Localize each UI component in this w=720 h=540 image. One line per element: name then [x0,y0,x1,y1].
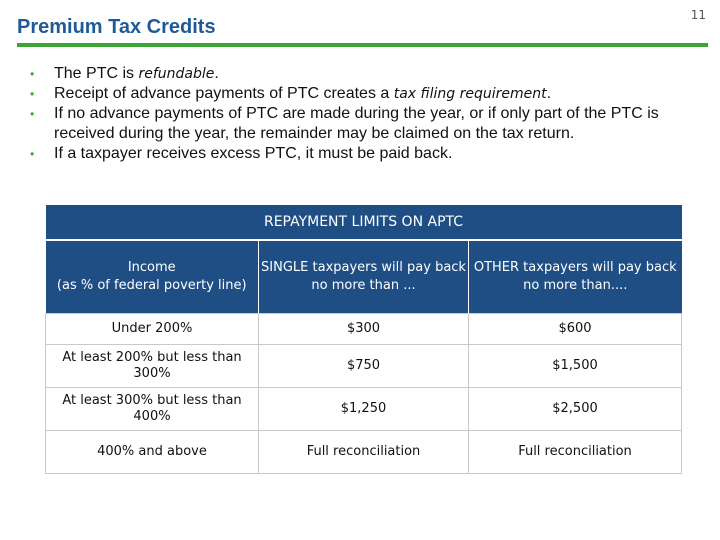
repayment-limits-table [45,205,682,474]
bullet-icon: • [30,67,35,81]
other-limit-cell: $600 [469,314,682,345]
column-header-other: OTHER taxpayers will pay back no more than.... [469,240,682,314]
single-limit-cell: $750 [259,345,469,388]
other-limit-cell: Full reconciliation [469,431,682,474]
table-row [46,431,682,474]
title-divider [17,43,708,47]
income-cell: Under 200% [46,314,259,345]
bullet-text: If no advance payments of PTC are made during the year, or if only part of the PTC is received during the year, the remainder may be claimed on the tax return. [54,105,659,142]
single-limit-cell: Full reconciliation [259,431,469,474]
bullet-list [24,64,674,164]
single-limit-cell: $1,250 [259,388,469,431]
table-caption: REPAYMENT LIMITS ON APTC [46,205,682,240]
slide-title: Premium Tax Credits [17,16,216,38]
bullet-icon: • [30,147,35,161]
bullet-item [24,84,674,104]
bullet-emphasis: refundable [138,66,215,82]
header-income-label: Income (as % of federal poverty line) [56,260,247,293]
bullet-text-end: . [546,85,552,102]
bullet-emphasis: tax filing requirement [393,86,547,102]
bullet-item [24,64,674,84]
bullet-text-end: . [214,65,219,82]
column-header-income [46,240,259,314]
other-limit-cell: $2,500 [469,388,682,431]
other-limit-cell: $1,500 [469,345,682,388]
income-cell: 400% and above [46,431,259,474]
income-cell: At least 300% but less than 400% [46,388,259,431]
bullet-text: The PTC is [54,65,139,82]
bullet-item [24,144,674,164]
column-header-single: SINGLE taxpayers will pay back no more than ... [259,240,469,314]
bullet-icon: • [30,87,35,101]
bullet-text: Receipt of advance payments of PTC creates a [54,85,394,102]
table-row [46,314,682,345]
table-row [46,345,682,388]
table-row [46,388,682,431]
bullet-icon: • [30,107,35,121]
bullet-text: If a taxpayer receives excess PTC, it must be paid back. [54,145,453,162]
bullet-item [24,104,674,144]
page-number: 11 [690,8,706,22]
single-limit-cell: $300 [259,314,469,345]
income-cell: At least 200% but less than 300% [46,345,259,388]
